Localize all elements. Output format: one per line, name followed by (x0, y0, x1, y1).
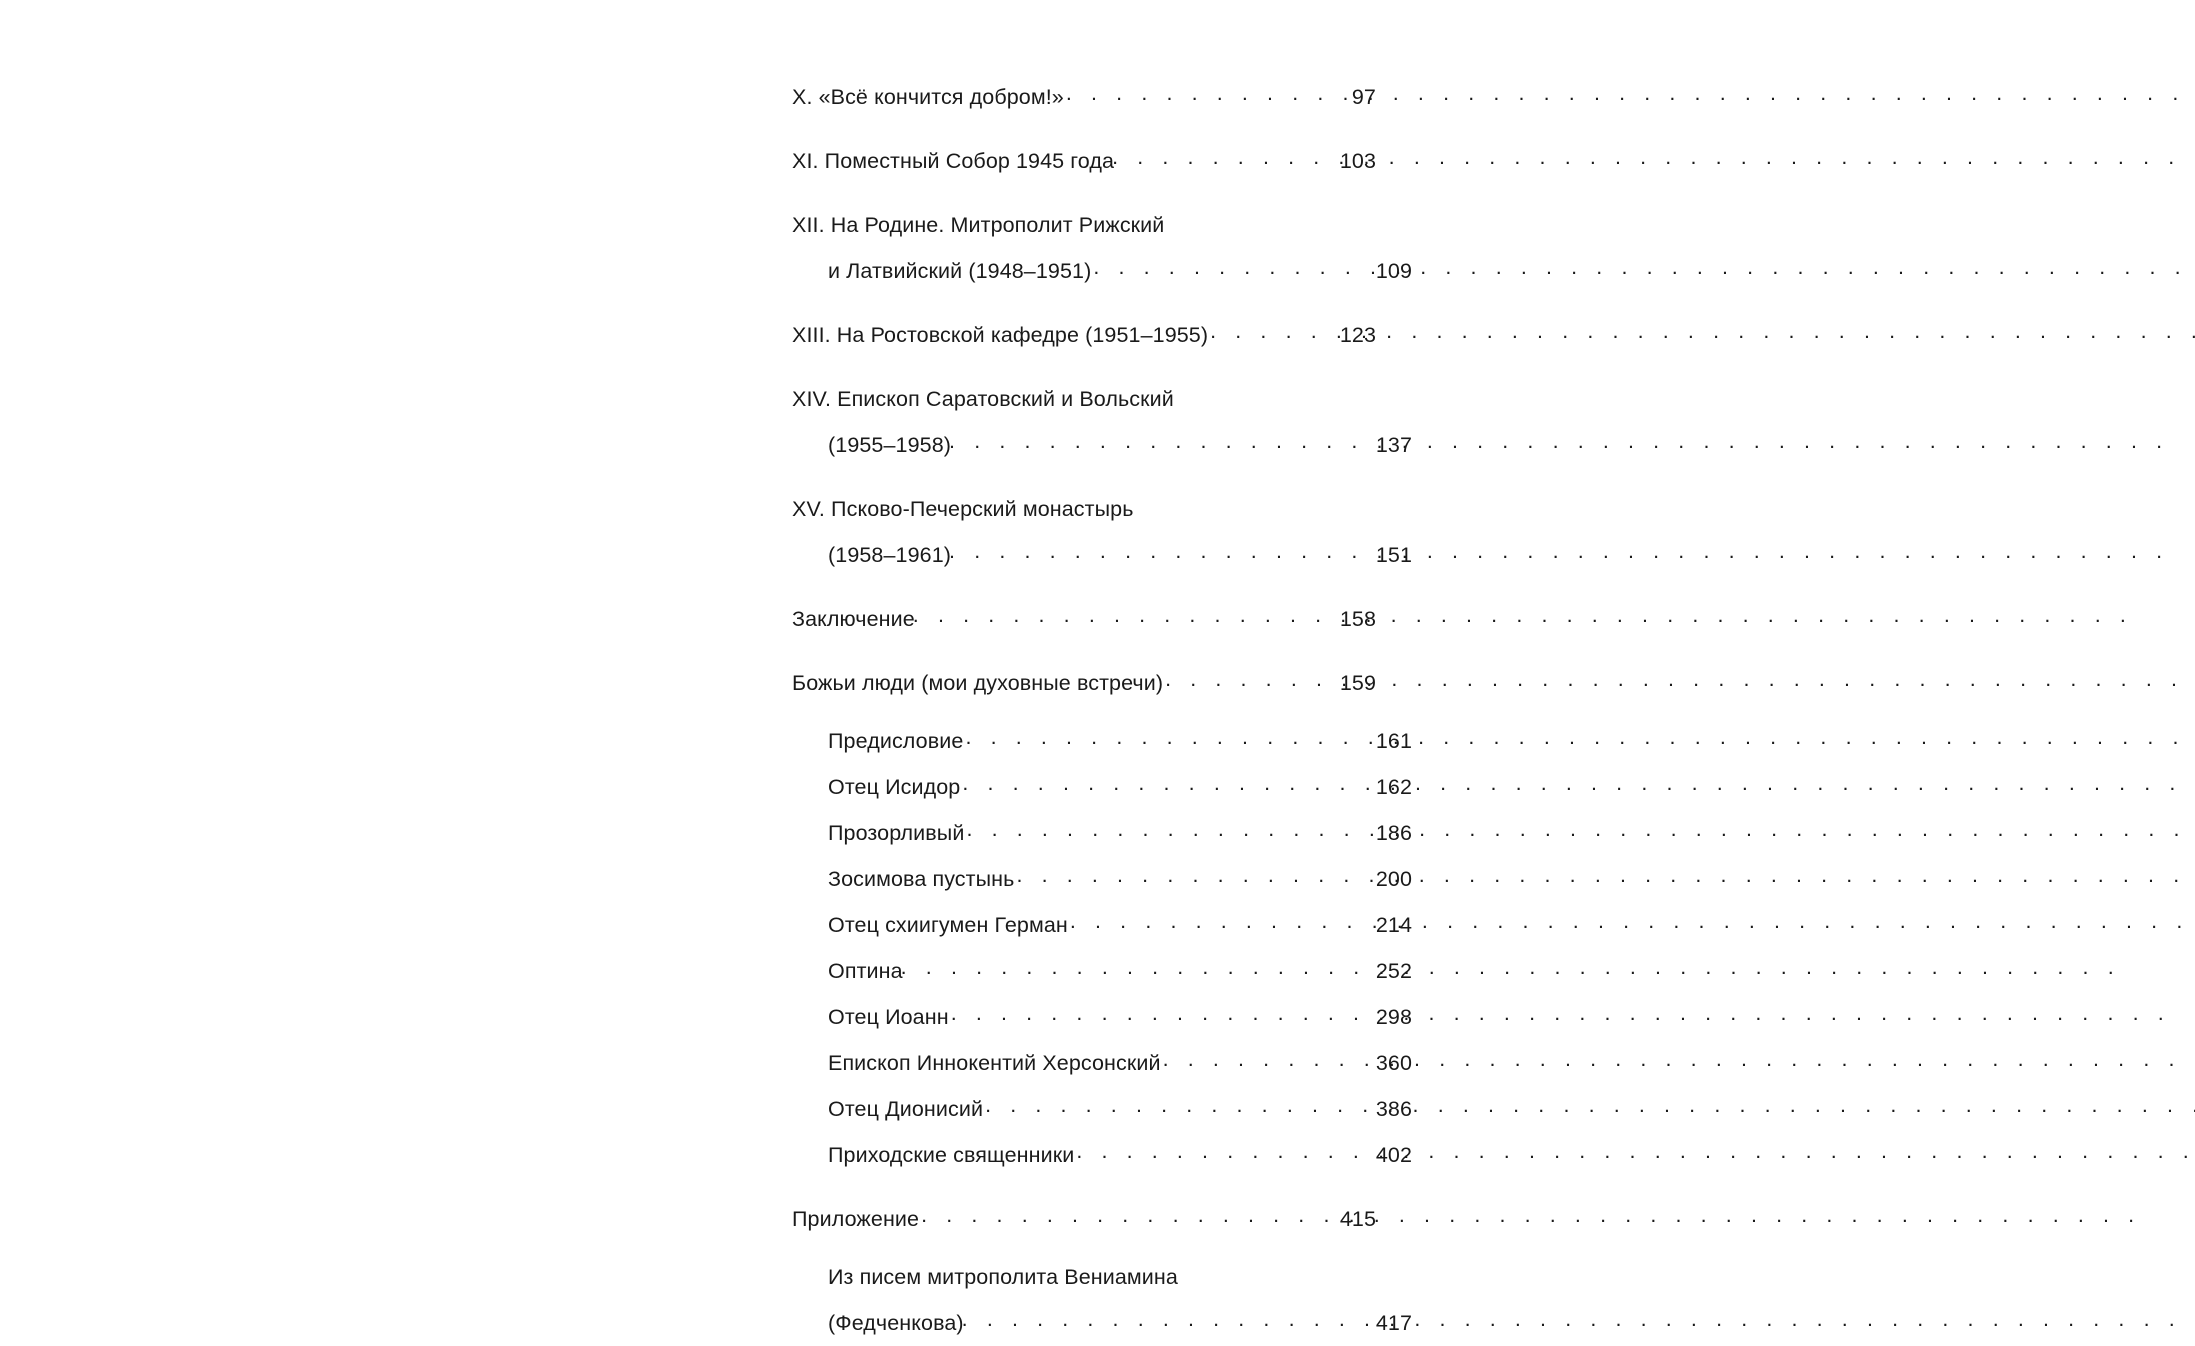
toc-entry[interactable] (792, 312, 1376, 358)
toc-entry-line-continued (792, 376, 1376, 422)
toc-entry-line (792, 948, 1412, 994)
toc-entry[interactable] (792, 1196, 1376, 1242)
toc-entry-title: (Федченкова) (828, 1311, 964, 1335)
toc-entry[interactable] (792, 764, 1412, 810)
toc-entry-title: Предисловие (828, 729, 964, 753)
dot-leader (951, 1003, 1364, 1025)
toc-entry-title: Оптина (828, 959, 903, 983)
toc-entry-line-continued (792, 202, 1376, 248)
toc-page-number: 161 (1375, 729, 1412, 753)
toc-entry-title: Отец Исидор (828, 775, 961, 799)
toc-entry-line (792, 422, 1412, 468)
toc-entry-title: Приходские священники (828, 1143, 1075, 1167)
toc-entry-line-continued (792, 1254, 1412, 1300)
toc-entry[interactable] (792, 718, 1412, 764)
toc-entry-title: XIII. На Ростовской кафедре (1951–1955) (792, 323, 1209, 347)
toc-entry-title: (1955–1958) (828, 433, 952, 457)
toc-page-number: 109 (1375, 259, 1412, 283)
toc-entry-title: X. «Всё кончится добром!» (792, 85, 1064, 109)
dot-leader (965, 727, 1364, 749)
toc-page-number: 360 (1375, 1051, 1412, 1075)
toc-page-number: 159 (1339, 671, 1376, 695)
dot-leader (1016, 865, 1364, 887)
toc-entry-title: Прозорливый (828, 821, 965, 845)
toc-entry-title: Божьи люди (мои духовные встречи) (792, 671, 1164, 695)
toc-entry[interactable] (792, 486, 1412, 578)
dot-leader (949, 431, 1364, 453)
toc-page-number: 252 (1375, 959, 1412, 983)
dot-leader (1076, 1141, 1364, 1163)
toc-entry-line (792, 718, 1412, 764)
toc-entry-title: и Латвийский (1948–1951) (828, 259, 1092, 283)
toc-entry[interactable] (792, 376, 1412, 468)
dot-leader (962, 1309, 1364, 1331)
toc-entry-line (792, 532, 1412, 578)
toc-entry-title: Приложение (792, 1207, 920, 1231)
toc-entry[interactable] (792, 810, 1412, 856)
toc-page-number: 186 (1375, 821, 1412, 845)
dot-leader (966, 819, 1364, 841)
toc-page-number: 97 (1351, 85, 1376, 109)
toc-page-number: 415 (1339, 1207, 1376, 1231)
toc-page-number: 151 (1375, 543, 1412, 567)
toc-entry[interactable] (792, 1040, 1412, 1086)
toc-page-number: 162 (1375, 775, 1412, 799)
toc-entry-line (792, 1196, 1376, 1242)
toc-entry[interactable] (792, 856, 1412, 902)
toc-entry[interactable] (792, 902, 1412, 948)
toc-entry-title: XI. Поместный Собор 1945 года (792, 149, 1115, 173)
toc-entry-title: Заключение (792, 607, 915, 631)
dot-leader (1112, 147, 1328, 169)
toc-entry-line (792, 764, 1412, 810)
toc-entry[interactable] (792, 994, 1412, 1040)
toc-entry-title: Отец Иоанн (828, 1005, 949, 1029)
toc-entry-line (792, 810, 1412, 856)
toc-entry-line (792, 312, 1376, 358)
toc-entry[interactable] (792, 202, 1412, 294)
toc-page-number: 417 (1375, 1311, 1412, 1335)
toc-page-number: 137 (1375, 433, 1412, 457)
toc-entry-line (792, 1132, 1412, 1178)
toc-entry[interactable] (792, 660, 1376, 706)
toc-page-number: 103 (1339, 149, 1376, 173)
toc-entry[interactable] (792, 948, 1412, 994)
toc-entry-title: Зосимова пустынь (828, 867, 1015, 891)
toc-entry-line (792, 138, 1376, 184)
toc-entry-line (792, 1300, 1412, 1346)
toc-page-number: 158 (1339, 607, 1376, 631)
toc-entry-title: XV. Псково-Печерский монастырь (792, 497, 1134, 521)
dot-leader (949, 541, 1364, 563)
toc-entry[interactable] (792, 74, 1376, 120)
toc-entry-title: Отец схиигумен Герман (828, 913, 1068, 937)
toc-entry-title: XII. На Родине. Митрополит Рижский (792, 213, 1165, 237)
toc-entry-line (792, 902, 1412, 948)
toc-entry-title: Епископ Иннокентий Херсонский (828, 1051, 1161, 1075)
toc-entry-title: Отец Дионисий (828, 1097, 984, 1121)
dot-leader (1066, 83, 1328, 105)
dot-leader (1070, 911, 1364, 933)
toc-entry-line-continued (792, 486, 1376, 532)
toc-entry-line (792, 1040, 1412, 1086)
dot-leader (913, 605, 1328, 627)
toc-entry-line (792, 596, 1376, 642)
dot-leader (921, 1205, 1328, 1227)
toc-entry-line (792, 74, 1376, 120)
dot-leader (985, 1095, 1364, 1117)
toc-page-number: 298 (1375, 1005, 1412, 1029)
toc-page-number: 200 (1375, 867, 1412, 891)
toc-entry[interactable] (792, 1254, 1412, 1346)
dot-leader (1093, 257, 1364, 279)
toc-page-number: 386 (1375, 1097, 1412, 1121)
toc-entry-line (792, 248, 1412, 294)
toc-entry[interactable] (792, 1086, 1412, 1132)
dot-leader (1165, 669, 1328, 691)
toc-entry[interactable] (792, 1132, 1412, 1178)
toc-page-number: 214 (1375, 913, 1412, 937)
dot-leader (901, 957, 1364, 979)
toc-entry-line (792, 856, 1412, 902)
dot-leader (1163, 1049, 1364, 1071)
toc-page (704, 0, 1491, 1335)
toc-entry-line (792, 994, 1412, 1040)
toc-page-number: 402 (1375, 1143, 1412, 1167)
toc-entry-line (792, 660, 1376, 706)
toc-entry-title: Из писем митрополита Вениамина (828, 1265, 1178, 1289)
table-of-contents-list (792, 74, 1412, 1346)
toc-entry-title: XIV. Епископ Саратовский и Вольский (792, 387, 1174, 411)
toc-entry-line (792, 1086, 1412, 1132)
toc-entry[interactable] (792, 138, 1376, 184)
toc-entry[interactable] (792, 596, 1376, 642)
toc-page-number: 123 (1339, 323, 1376, 347)
toc-entry-title: (1958–1961) (828, 543, 952, 567)
dot-leader (962, 773, 1364, 795)
dot-leader (1210, 321, 1328, 343)
